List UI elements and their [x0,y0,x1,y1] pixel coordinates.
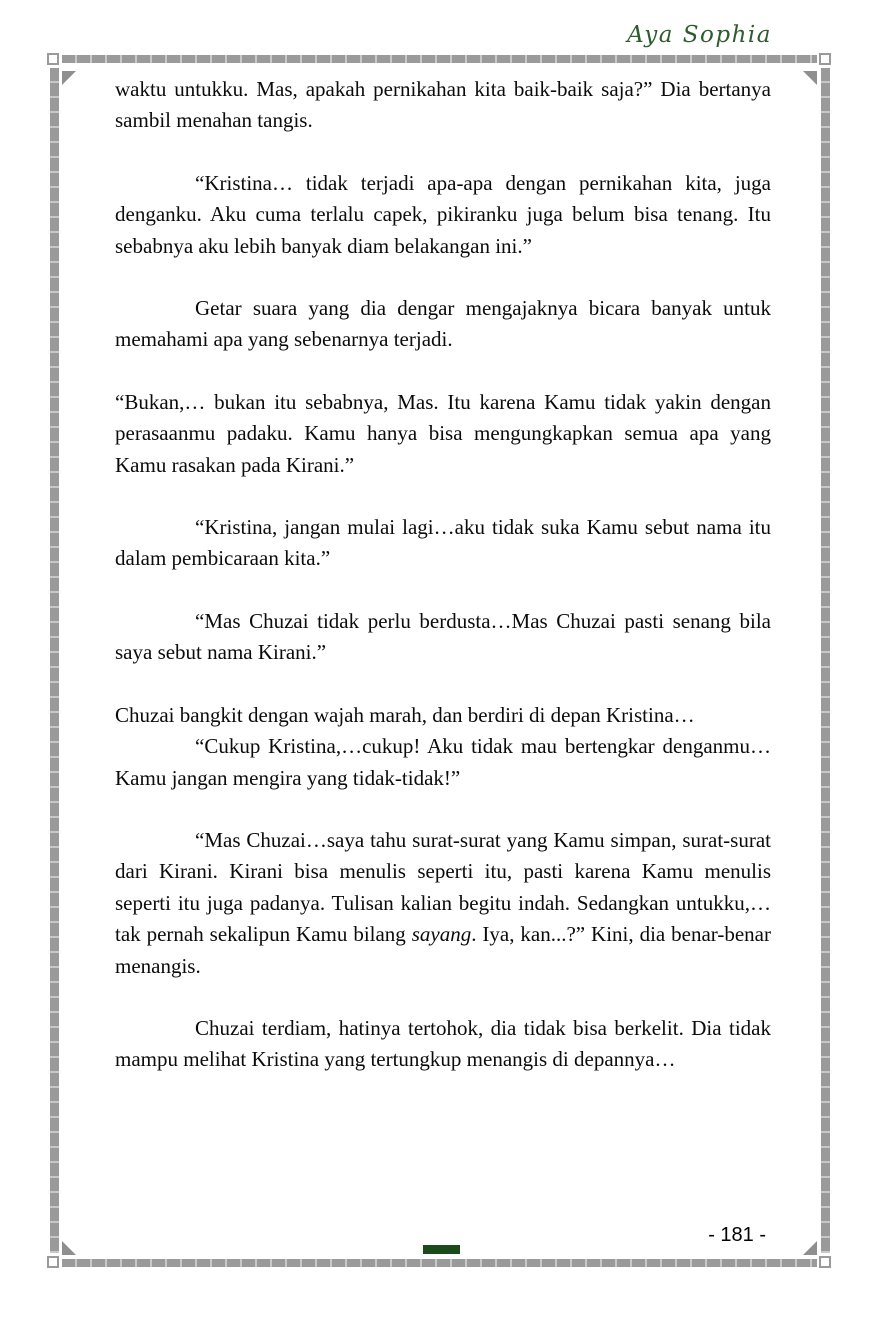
paragraph [115,168,771,262]
frame-left-bar [50,68,59,1253]
paragraph [115,293,771,356]
frame-bottom-bar [62,1259,817,1267]
page-number: - 181 - [708,1224,766,1246]
text-run: Chuzai bangkit dengan wajah marah, dan berdiri di depan Kristina… [115,702,695,727]
text-run: “Mas Chuzai…saya tahu surat-surat yang Kamu simpan, surat-surat dari Kirani. Kirani bisa menulis seperti itu, pasti karena Kamu menulis seperti itu juga padanya. Tulisan kalian begitu indah. Sedangkan untukku,… tak pernah sekalipun Kamu bilang [115,827,771,947]
frame-corner-square-bottom-left [47,1256,59,1268]
text-run: “Kristina, jangan mulai lagi…aku tidak suka Kamu sebut nama itu dalam pembicaraan kita.” [115,515,771,571]
text-run: Chuzai terdiam, hatinya tertohok, dia tidak bisa berkelit. Dia tidak mampu melihat Kristina yang tertungkup menangis di depannya… [115,1015,771,1072]
paragraph [115,1013,771,1076]
chapter-end-marker [423,1245,460,1254]
paragraph [115,731,771,794]
corner-triangle-icon [803,71,817,85]
text-run: “Cukup Kristina,…cukup! Aku tidak mau bertengkar denganmu…Kamu jangan mengira yang tidak-tidak!” [115,734,771,790]
paragraph [115,606,771,669]
text-run: “Bukan,… bukan itu sebabnya, Mas. Itu karena Kamu tidak yakin dengan perasaanmu padaku. Kamu hanya bisa mengungkapkan semua apa yang Kamu rasakan pada Kirani.” [115,389,771,477]
text-run: Getar suara yang dia dengar mengajaknya bicara banyak untuk memahami apa yang sebenarnya terjadi. [115,296,771,352]
paragraph [115,512,771,575]
text-run: “Mas Chuzai tidak perlu berdusta…Mas Chuzai pasti senang bila saya sebut nama Kirani.” [115,608,771,665]
paragraph [115,700,771,731]
paragraph [115,387,771,481]
running-header-title: Aya Sophia [627,22,772,48]
paragraph [115,825,771,982]
paragraph [115,74,771,137]
corner-triangle-icon [62,71,76,85]
emphasized-text: sayang [411,922,472,947]
text-run: waktu untukku. Mas, apakah pernikahan kita baik-baik saja?” Dia bertanya sambil menahan tangis. [115,77,771,133]
frame-corner-square-top-left [47,53,59,65]
frame-right-bar [821,68,830,1253]
frame-corner-square-bottom-right [819,1256,831,1268]
frame-top-bar [62,55,817,63]
text-run: “Kristina… tidak terjadi apa-apa dengan pernikahan kita, juga denganku. Aku cuma terlalu capek, pikiranku juga belum bisa tenang. Itu sebabnya aku lebih banyak diam belakangan ini.” [115,170,771,258]
corner-triangle-icon [62,1241,76,1255]
text-run: . Iya, kan...?” Kini, dia benar-benar menangis. [115,922,771,978]
text-body [115,74,771,1076]
frame-corner-square-top-right [819,53,831,65]
corner-triangle-icon [803,1241,817,1255]
